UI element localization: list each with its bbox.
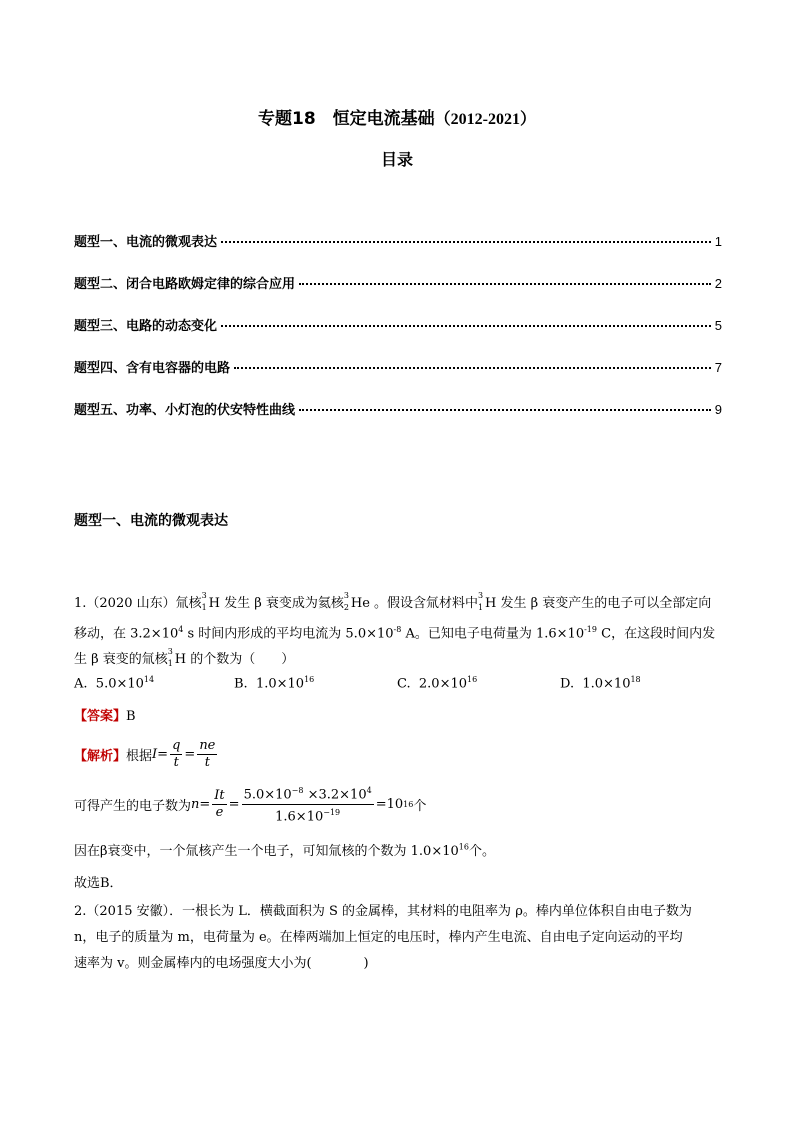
toc-heading: 目录: [380, 150, 413, 169]
question-1-line-1: 1.（2020 山东）氚核 3 1 H 发生 β 衰变成为氦核 3 2 He 。假设含氚材料中 3 1 H 发生 β 衰变产生的电子可以全部定向: [74, 591, 712, 612]
toc-leader-dots: [221, 325, 711, 327]
table-of-contents: [74, 231, 722, 441]
toc-entry-page: 9: [714, 402, 722, 417]
toc-entry-page: 1: [714, 234, 722, 249]
question-2-line-2: n，电子的质量为 m，电荷量为 e。在棒两端加上恒定的电压时，棒内产生电流、自由电子定向运动的平均: [74, 930, 683, 945]
title-range: （2012-2021）: [434, 111, 536, 128]
answer-value: B: [126, 709, 136, 724]
option-b[interactable]: B. $1.0\times 10^{16}$: [234, 675, 315, 692]
toc-entry[interactable]: [74, 357, 722, 399]
toc-entry[interactable]: [74, 273, 722, 315]
fraction-numeric: $\frac{5.0\times 10^{-8} \times 3.2\times 10^4}{1.6\times 10^{-19}}$: [242, 783, 374, 825]
nuclide-h3: 3 1: [201, 591, 207, 612]
toc-leader-dots: [221, 241, 711, 243]
nuclide-he3: 3 2: [343, 591, 349, 612]
toc-entry[interactable]: [74, 315, 722, 357]
nuclide-h3: 3 1: [478, 591, 484, 612]
formula-i: I: [152, 746, 158, 762]
question-1-stem: [74, 591, 724, 673]
toc-entry-label: 题型五、功率、小灯泡的伏安特性曲线: [74, 403, 296, 418]
toc-leader-dots: [299, 409, 711, 411]
question-2-stem: [74, 899, 724, 977]
analysis-line: 【解析】 根据 I = $\frac{q}{t}$ = $\frac{ne}{t}$: [74, 737, 216, 770]
toc-entry-label: 题型一、电流的微观表达: [74, 235, 218, 250]
question-1-line-2: 移动，在 $3.2\times 10^4$ s 时间内形成的平均电流为 $5.0\times 10^{-8}$ A。已知电子电荷量为 $1.6\times 10^{-19}$ C，在这段时间内发: [74, 625, 716, 642]
title-main: 专题18 恒定电流基础: [257, 109, 435, 129]
option-c[interactable]: C. $2.0\times 10^{16}$: [397, 675, 478, 692]
derivation-line: 可得产生的电子数为 n = $\frac{It}{e}$ = $\frac{5.0\times 10^{-8} \times 3.2\times 10^4}{1.6\times 10^{-19}}$ = 10 16 个: [74, 782, 426, 826]
toc-entry-label: 题型二、闭合电路欧姆定律的综合应用: [74, 277, 296, 292]
fraction-ne-over-t: $\frac{ne}{t}$: [199, 737, 216, 770]
choice-line: 故选B．: [74, 876, 123, 891]
conclusion-line: 因在β衰变中，一个氚核产生一个电子，可知氚核的个数为 $1.0\times 10^{16}$个。: [74, 842, 495, 859]
toc-entry-page: 5: [714, 318, 722, 333]
section-heading: 题型一、电流的微观表达: [74, 513, 228, 529]
toc-leader-dots: [299, 283, 711, 285]
fraction-q-over-t: $\frac{q}{t}$: [172, 737, 181, 770]
toc-entry-page: 7: [714, 360, 722, 375]
question-2-line-3: 速率为 v。则金属棒内的电场强度大小为( ): [74, 956, 369, 971]
toc-entry-page: 2: [714, 276, 722, 291]
question-1-line-3: 生 β 衰变的氚核 3 1 H 的个数为（ ）: [74, 647, 295, 669]
option-a[interactable]: A. $5.0\times 10^{14}$: [74, 675, 155, 692]
toc-entry[interactable]: [74, 399, 722, 441]
fraction-it-over-e: $\frac{It}{e}$: [214, 787, 225, 820]
toc-leader-dots: [234, 367, 711, 369]
toc-entry[interactable]: [74, 231, 722, 273]
answer-line: [74, 705, 136, 724]
question-2-line-1: 2.（2015 安徽）．一根长为 L．横截面积为 S 的金属棒，其材料的电阻率为 ρ。棒内单位体积自由电子数为: [74, 904, 692, 919]
toc-entry-label: 题型三、电路的动态变化: [74, 319, 218, 334]
answer-tag: 【答案】: [74, 709, 127, 724]
page-title: [0, 104, 794, 129]
nuclide-h3: 3 1: [167, 647, 173, 669]
toc-entry-label: 题型四、含有电容器的电路: [74, 361, 231, 376]
option-d[interactable]: D. $1.0\times 10^{18}$: [560, 675, 641, 692]
analysis-tag: 【解析】: [74, 748, 127, 764]
